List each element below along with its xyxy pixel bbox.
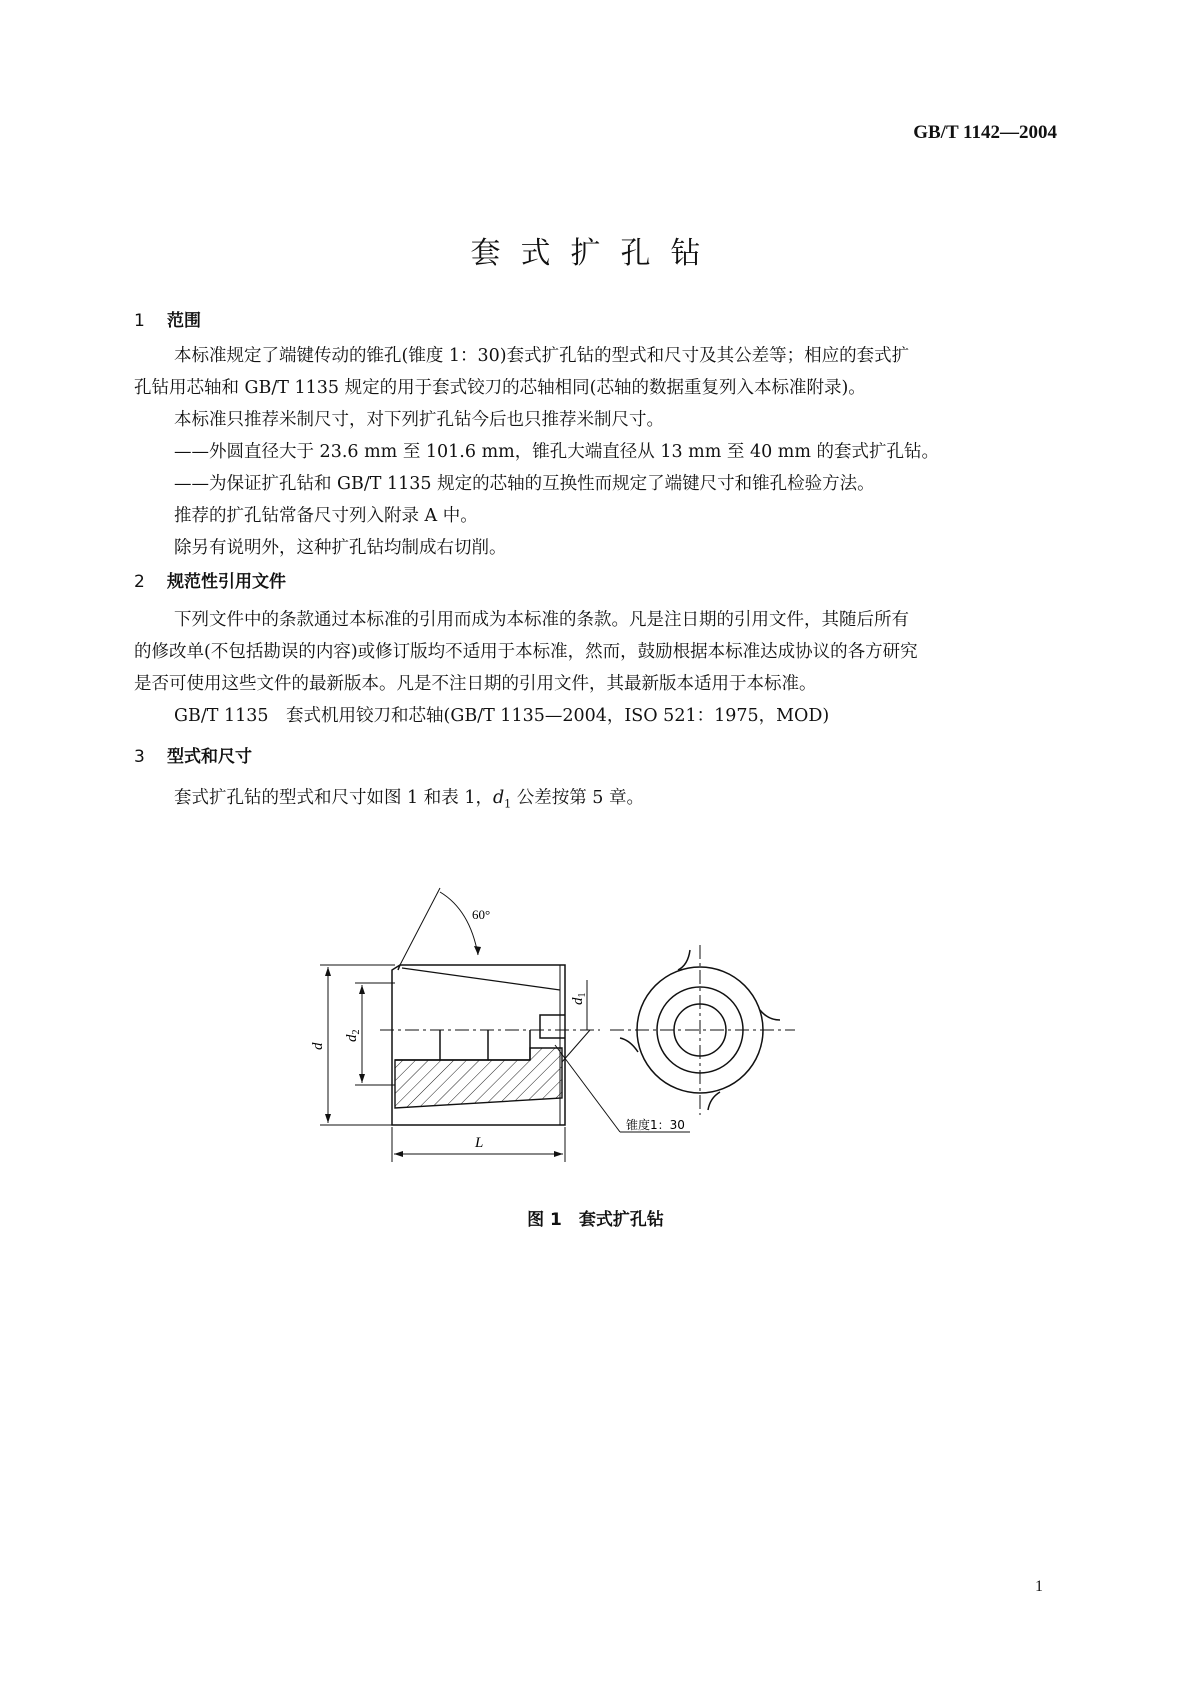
subscript: 1: [504, 797, 512, 811]
figure-caption: 图 1 套式扩孔钻: [527, 1210, 664, 1230]
relief-slot: [440, 1030, 488, 1060]
flute: [678, 950, 690, 970]
section-3-body: [134, 782, 1064, 821]
flute: [708, 1092, 720, 1110]
dim-L-label: L: [475, 1135, 484, 1151]
paragraph-line: [134, 782, 1064, 821]
taper-edge: [402, 968, 560, 990]
section-3-heading: [134, 742, 252, 767]
dim-d-label: d: [310, 1042, 326, 1050]
flute: [620, 1038, 638, 1052]
list-item: ——外圆直径大于 23.6 mm 至 101.6 mm，锥孔大端直径从 13 mm 至 40 mm 的套式扩孔钻。: [174, 442, 940, 462]
variable-d: d: [492, 788, 505, 808]
dim-d1-var: d: [570, 997, 586, 1005]
paragraph-line: 本标准只推荐米制尺寸，对下列扩孔钻今后也只推荐米制尺寸。: [174, 410, 664, 430]
keyway-slot: [540, 1015, 565, 1038]
paragraph-line: 除另有说明外，这种扩孔钻均制成右切削。: [174, 538, 507, 558]
flute: [760, 1010, 780, 1020]
figure-1-drawing: [300, 870, 820, 1170]
section-number: 2: [134, 572, 145, 592]
section-number: 3: [134, 747, 145, 767]
taper-label: 锥度1：30: [626, 1118, 685, 1132]
section-1-body: [134, 340, 1064, 564]
section-1-heading: [134, 306, 201, 331]
dim-d2-label: [344, 1030, 362, 1043]
paragraph-line: 的修改单(不包括勘误的内容)或修订版均不适用于本标准，然而，鼓励根据本标准达成协议的各方研究: [134, 642, 918, 662]
standard-code: GB/T 1142—2004: [913, 122, 1057, 143]
dim-d1-sub: 1: [577, 992, 588, 998]
reference-entry: GB/T 1135 套式机用铰刀和芯轴(GB/T 1135—2004，ISO 521：1975，MOD): [174, 706, 830, 726]
section-2-heading: [134, 567, 286, 592]
text-run: 套式扩孔钻的型式和尺寸如图 1 和表 1，: [174, 788, 493, 808]
angle-label: 60°: [472, 907, 491, 922]
section-title: 型式和尺寸: [167, 747, 252, 767]
paragraph-line: 下列文件中的条款通过本标准的引用而成为本标准的条款。凡是注日期的引用文件，其随后所有: [174, 610, 909, 630]
paragraph-line: 是否可使用这些文件的最新版本。凡是不注日期的引用文件，其最新版本适用于本标准。: [134, 674, 817, 694]
page-number: 1: [1035, 1578, 1043, 1595]
section-hatch: [395, 1048, 562, 1108]
dim-d2-sub: 2: [351, 1029, 362, 1035]
dim-d1-label: [570, 993, 588, 1006]
list-item: ——为保证扩孔钻和 GB/T 1135 规定的芯轴的互换性而规定了端键尺寸和锥孔检验方法。: [174, 474, 875, 494]
section-title: 范围: [167, 311, 201, 331]
paragraph-line: 孔钻用芯轴和 GB/T 1135 规定的用于套式铰刀的芯轴相同(芯轴的数据重复列入本标准附录)。: [134, 378, 866, 398]
section-title: 规范性引用文件: [167, 572, 286, 592]
text-run: 公差按第 5 章。: [511, 788, 644, 808]
paragraph-line: 本标准规定了端键传动的锥孔(锥度 1：30)套式扩孔钻的型式和尺寸及其公差等；相应的套式扩: [174, 346, 910, 366]
paragraph-line: 推荐的扩孔钻常备尺寸列入附录 A 中。: [174, 506, 478, 526]
section-number: 1: [134, 311, 145, 331]
document-title: 套式扩孔钻: [470, 236, 721, 271]
dim-d2-var: d: [344, 1034, 360, 1042]
section-2-body: [134, 604, 1064, 732]
